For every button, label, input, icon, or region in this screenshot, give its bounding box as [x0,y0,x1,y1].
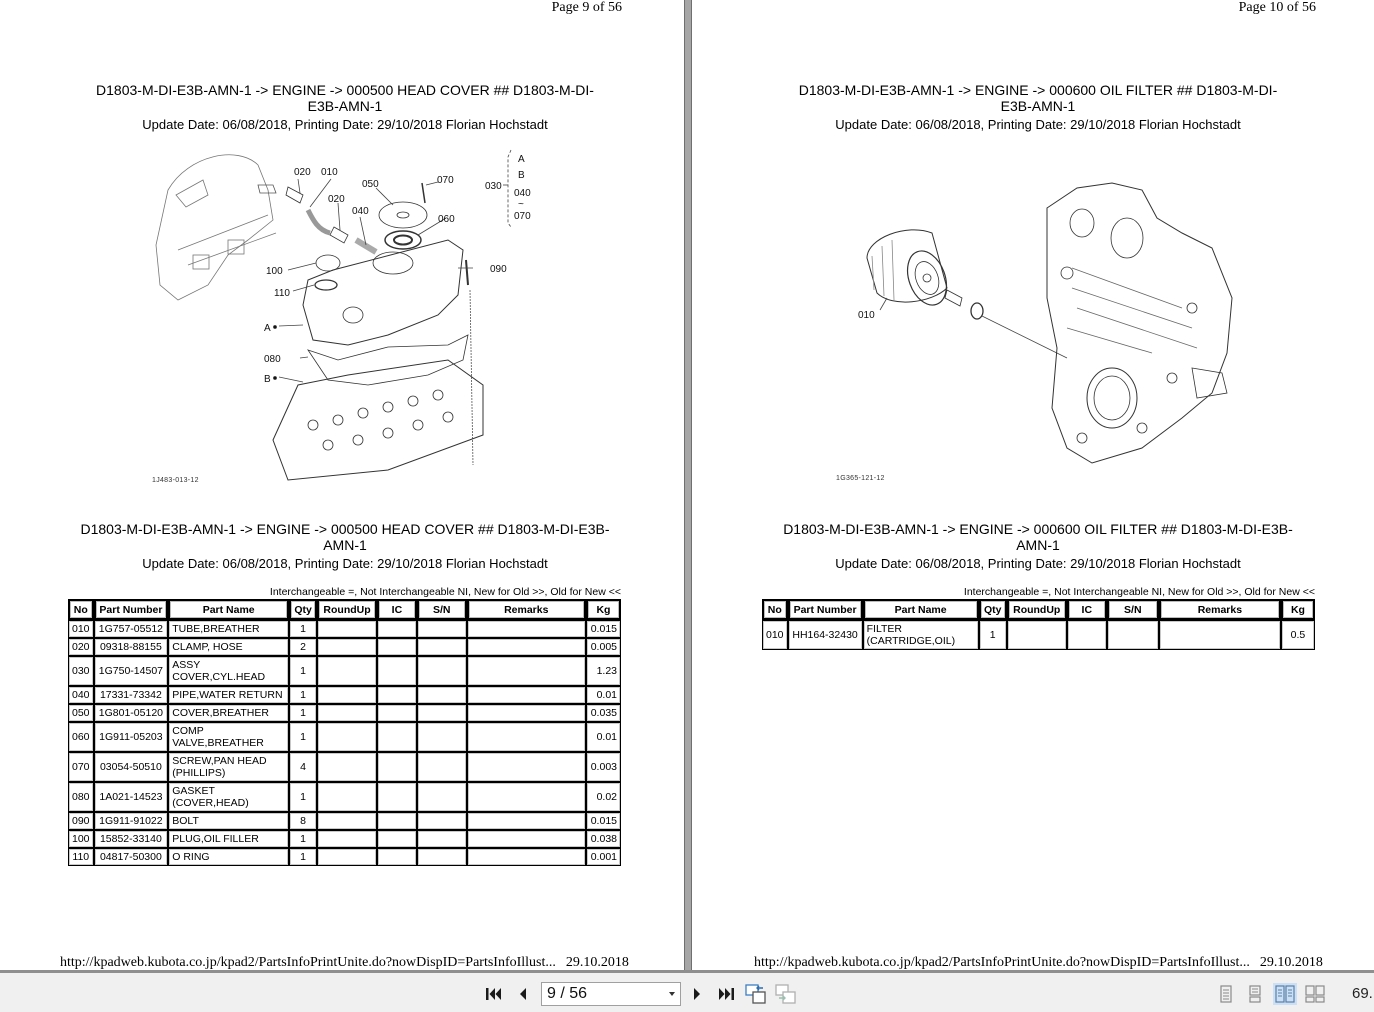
svg-text:B: B [518,170,525,181]
cell-part-name: COMP VALVE,BREATHER [168,722,289,752]
col-ic: IC [377,599,417,620]
col-sn: S/N [417,599,467,620]
cell-ic [377,752,417,782]
cell-roundup [317,722,377,752]
cell-sn [1107,620,1159,650]
footer-url: http://kpadweb.kubota.co.jp/kpad2/PartsInfoPrintUnite.do?nowDispID=PartsInfoIllust... [754,955,1250,970]
facing-view-button[interactable] [1273,983,1297,1005]
continuous-view-button[interactable] [1243,983,1267,1005]
table-title-line2: AMN-1 [1016,537,1060,553]
cell-ic [1067,620,1107,650]
cell-ic [377,686,417,704]
table-subtitle: Update Date: 06/08/2018, Printing Date: 29/10/2018 Florian Hochstadt [142,556,548,571]
cell-roundup [1007,620,1067,650]
col-kg: Kg [1281,599,1315,620]
continuous-facing-view-button[interactable] [1303,983,1327,1005]
cell-no: 070 [68,752,94,782]
previous-view-button[interactable] [745,983,767,1005]
table-row [68,686,621,704]
cell-part-name: FILTER (CARTRIDGE,OIL) [863,620,979,650]
cell-sn [417,704,467,722]
cell-remarks [467,752,586,782]
cell-part-name: PLUG,OIL FILLER [168,830,289,848]
last-page-icon [717,986,735,1002]
cell-no: 040 [68,686,94,704]
cell-roundup [317,782,377,812]
cell-part-number: 03054-50510 [94,752,169,782]
next-view-button[interactable] [775,983,797,1005]
cell-roundup [317,812,377,830]
svg-text:060: 060 [438,214,455,225]
cell-no: 110 [68,848,94,866]
footer-url: http://kpadweb.kubota.co.jp/kpad2/PartsInfoPrintUnite.do?nowDispID=PartsInfoIllust... [60,955,556,970]
table-row [68,722,621,752]
cell-ic [377,830,417,848]
cell-no: 080 [68,782,94,812]
diagram-title-line2: E3B-AMN-1 [1000,98,1076,114]
col-remarks: Remarks [1159,599,1281,620]
cell-ic [377,722,417,752]
col-roundup: RoundUp [317,599,377,620]
svg-text:020: 020 [294,167,311,178]
cell-no: 010 [762,620,788,650]
diagram-title [722,82,1354,114]
continuous-view-icon [1247,985,1263,1003]
footer-date: 29.10.2018 [1259,955,1323,970]
diagram-title [30,82,660,114]
next-page-button[interactable] [686,983,708,1005]
page-10 [692,0,1374,972]
col-ic: IC [1067,599,1107,620]
col-kg: Kg [586,599,621,620]
cell-remarks [1159,620,1281,650]
cell-kg: 0.001 [586,848,621,866]
svg-text:010: 010 [321,167,338,178]
last-page-button[interactable] [715,983,737,1005]
col-roundup: RoundUp [1007,599,1067,620]
cell-sn [417,848,467,866]
cell-part-name: O RING [168,848,289,866]
table-row [68,782,621,812]
cell-kg: 0.005 [586,638,621,656]
col-part-number: Part Number [788,599,863,620]
col-qty: Qty [289,599,317,620]
cell-qty: 1 [979,620,1007,650]
table-row [68,656,621,686]
col-part-name: Part Name [863,599,979,620]
single-page-view-button[interactable] [1214,983,1238,1005]
cell-part-name: SCREW,PAN HEAD (PHILLIPS) [168,752,289,782]
cell-ic [377,620,417,638]
table-row [762,620,1315,650]
cell-part-name: COVER,BREATHER [168,704,289,722]
cell-kg: 1.23 [586,656,621,686]
table-subtitle: Update Date: 06/08/2018, Printing Date: 29/10/2018 Florian Hochstadt [835,556,1241,571]
cell-kg: 0.01 [586,686,621,704]
cell-no: 100 [68,830,94,848]
cell-sn [417,782,467,812]
cell-sn [417,656,467,686]
svg-text:090: 090 [490,264,507,275]
previous-page-icon [517,986,529,1002]
cell-part-number: 1G801-05120 [94,704,169,722]
table-title [30,521,660,553]
cell-qty: 1 [289,848,317,866]
cell-roundup [317,848,377,866]
cell-no: 060 [68,722,94,752]
table-title-line1: D1803-M-DI-E3B-AMN-1 -> ENGINE -> 000500 HEAD COVER ## D1803-M-DI-E3B- [80,521,610,537]
table-row [68,752,621,782]
diagram-subtitle: Update Date: 06/08/2018, Printing Date: 29/10/2018 Florian Hochstadt [142,117,548,132]
cell-kg: 0.015 [586,812,621,830]
cell-remarks [467,722,586,752]
cell-part-number: 09318-88155 [94,638,169,656]
page-footer [60,955,629,971]
cell-remarks [467,830,586,848]
cell-qty: 1 [289,722,317,752]
facing-view-icon [1275,985,1295,1003]
cell-remarks [467,704,586,722]
next-view-icon [775,984,797,1004]
svg-text:070: 070 [514,211,531,222]
diagram-title-line2: E3B-AMN-1 [307,98,383,114]
parts-table [762,599,1315,650]
cell-part-number: 04817-50300 [94,848,169,866]
cell-no: 020 [68,638,94,656]
cell-sn [417,638,467,656]
cell-roundup [317,752,377,782]
cell-no: 030 [68,656,94,686]
cell-roundup [317,656,377,686]
svg-text:050: 050 [362,179,379,190]
cell-sn [417,812,467,830]
cell-ic [377,656,417,686]
svg-text:A: A [264,323,271,334]
cell-no: 090 [68,812,94,830]
cell-ic [377,848,417,866]
svg-text:030: 030 [485,181,502,192]
cell-part-name: TUBE,BREATHER [168,620,289,638]
page-footer [754,955,1323,971]
svg-text:110: 110 [274,288,290,299]
cell-qty: 4 [289,752,317,782]
cell-qty: 2 [289,638,317,656]
figure-code: 1J483-013-12 [152,477,199,484]
cell-part-name: CLAMP, HOSE [168,638,289,656]
continuous-facing-view-icon [1305,985,1325,1003]
svg-text:020: 020 [328,194,345,205]
diagram-subtitle: Update Date: 06/08/2018, Printing Date: 29/10/2018 Florian Hochstadt [835,117,1241,132]
parts-table [68,599,621,866]
interchangeability-legend: Interchangeable =, Not Interchangeable NI, New for Old >>, Old for New << [963,586,1315,598]
cell-qty: 1 [289,782,317,812]
diagram-title-line1: D1803-M-DI-E3B-AMN-1 -> ENGINE -> 000500 HEAD COVER ## D1803-M-DI- [96,82,594,98]
page-number-value: 9 / 56 [547,985,588,1002]
cell-remarks [467,782,586,812]
svg-text:040: 040 [514,188,531,199]
table-title [722,521,1354,553]
cell-remarks [467,656,586,686]
table-header-row [68,599,621,620]
cell-ic [377,638,417,656]
figure-code: 1G365-121-12 [836,475,885,482]
col-no: No [68,599,94,620]
cell-part-number: 1G750-14507 [94,656,169,686]
cell-roundup [317,704,377,722]
table-title-line2: AMN-1 [323,537,367,553]
cell-qty: 1 [289,830,317,848]
footer-date: 29.10.2018 [565,955,629,970]
cell-part-number: 1G911-91022 [94,812,169,830]
table-row [68,848,621,866]
cell-ic [377,782,417,812]
cell-sn [417,686,467,704]
svg-text:100: 100 [266,266,283,277]
cell-qty: 8 [289,812,317,830]
cell-part-number: 17331-73342 [94,686,169,704]
svg-text:070: 070 [437,175,454,186]
page-gutter [684,0,692,972]
cell-roundup [317,830,377,848]
col-remarks: Remarks [467,599,586,620]
svg-text:A: A [518,154,525,165]
cell-no: 010 [68,620,94,638]
cell-kg: 0.02 [586,782,621,812]
cell-part-number: HH164-32430 [788,620,863,650]
cell-roundup [317,686,377,704]
oil-filter-diagram [852,178,1252,478]
table-header-row [762,599,1315,620]
cell-sn [417,752,467,782]
cell-part-number: 1G757-05512 [94,620,169,638]
cell-roundup [317,620,377,638]
table-row [68,830,621,848]
cell-remarks [467,812,586,830]
head-cover-exploded-diagram [148,145,548,490]
cell-sn [417,830,467,848]
table-row [68,704,621,722]
table-row [68,812,621,830]
col-qty: Qty [979,599,1007,620]
page-number-label: Page 10 of 56 [1238,0,1316,15]
cell-ic [377,812,417,830]
table-row [68,638,621,656]
cell-qty: 1 [289,704,317,722]
single-page-view-icon [1218,985,1234,1003]
col-part-number: Part Number [94,599,169,620]
next-page-icon [691,986,703,1002]
page-number-field[interactable] [541,982,681,1006]
first-page-icon [485,986,503,1002]
first-page-button[interactable] [483,983,505,1005]
cell-part-number: 15852-33140 [94,830,169,848]
cell-kg: 0.038 [586,830,621,848]
svg-text:010: 010 [858,310,875,321]
col-no: No [762,599,788,620]
cell-remarks [467,620,586,638]
svg-text:~: ~ [518,199,524,210]
cell-part-number: 1A021-14523 [94,782,169,812]
previous-view-icon [745,984,767,1004]
cell-remarks [467,638,586,656]
cell-ic [377,704,417,722]
zoom-level-field[interactable]: 69. [1352,985,1373,1002]
page-9 [0,0,684,972]
col-sn: S/N [1107,599,1159,620]
cell-qty: 1 [289,656,317,686]
cell-part-name: ASSY COVER,CYL.HEAD [168,656,289,686]
table-title-line1: D1803-M-DI-E3B-AMN-1 -> ENGINE -> 000600 OIL FILTER ## D1803-M-DI-E3B- [783,521,1293,537]
cell-part-name: GASKET (COVER,HEAD) [168,782,289,812]
page-number-label: Page 9 of 56 [551,0,622,15]
cell-no: 050 [68,704,94,722]
cell-kg: 0.035 [586,704,621,722]
cell-sn [417,722,467,752]
cell-qty: 1 [289,620,317,638]
cell-part-number: 1G911-05203 [94,722,169,752]
diagram-title-line1: D1803-M-DI-E3B-AMN-1 -> ENGINE -> 000600 OIL FILTER ## D1803-M-DI- [798,82,1278,98]
cell-remarks [467,848,586,866]
cell-qty: 1 [289,686,317,704]
cell-part-name: PIPE,WATER RETURN [168,686,289,704]
col-part-name: Part Name [168,599,289,620]
cell-kg: 0.01 [586,722,621,752]
svg-text:B: B [264,374,271,385]
cell-remarks [467,686,586,704]
interchangeability-legend: Interchangeable =, Not Interchangeable NI, New for Old >>, Old for New << [269,586,621,598]
table-row [68,620,621,638]
cell-kg: 0.015 [586,620,621,638]
svg-text:040: 040 [352,206,369,217]
cell-roundup [317,638,377,656]
previous-page-button[interactable] [512,983,534,1005]
svg-text:080: 080 [264,354,281,365]
cell-sn [417,620,467,638]
cell-kg: 0.003 [586,752,621,782]
chevron-down-icon[interactable] [669,992,675,996]
cell-part-name: BOLT [168,812,289,830]
cell-kg: 0.5 [1281,620,1315,650]
